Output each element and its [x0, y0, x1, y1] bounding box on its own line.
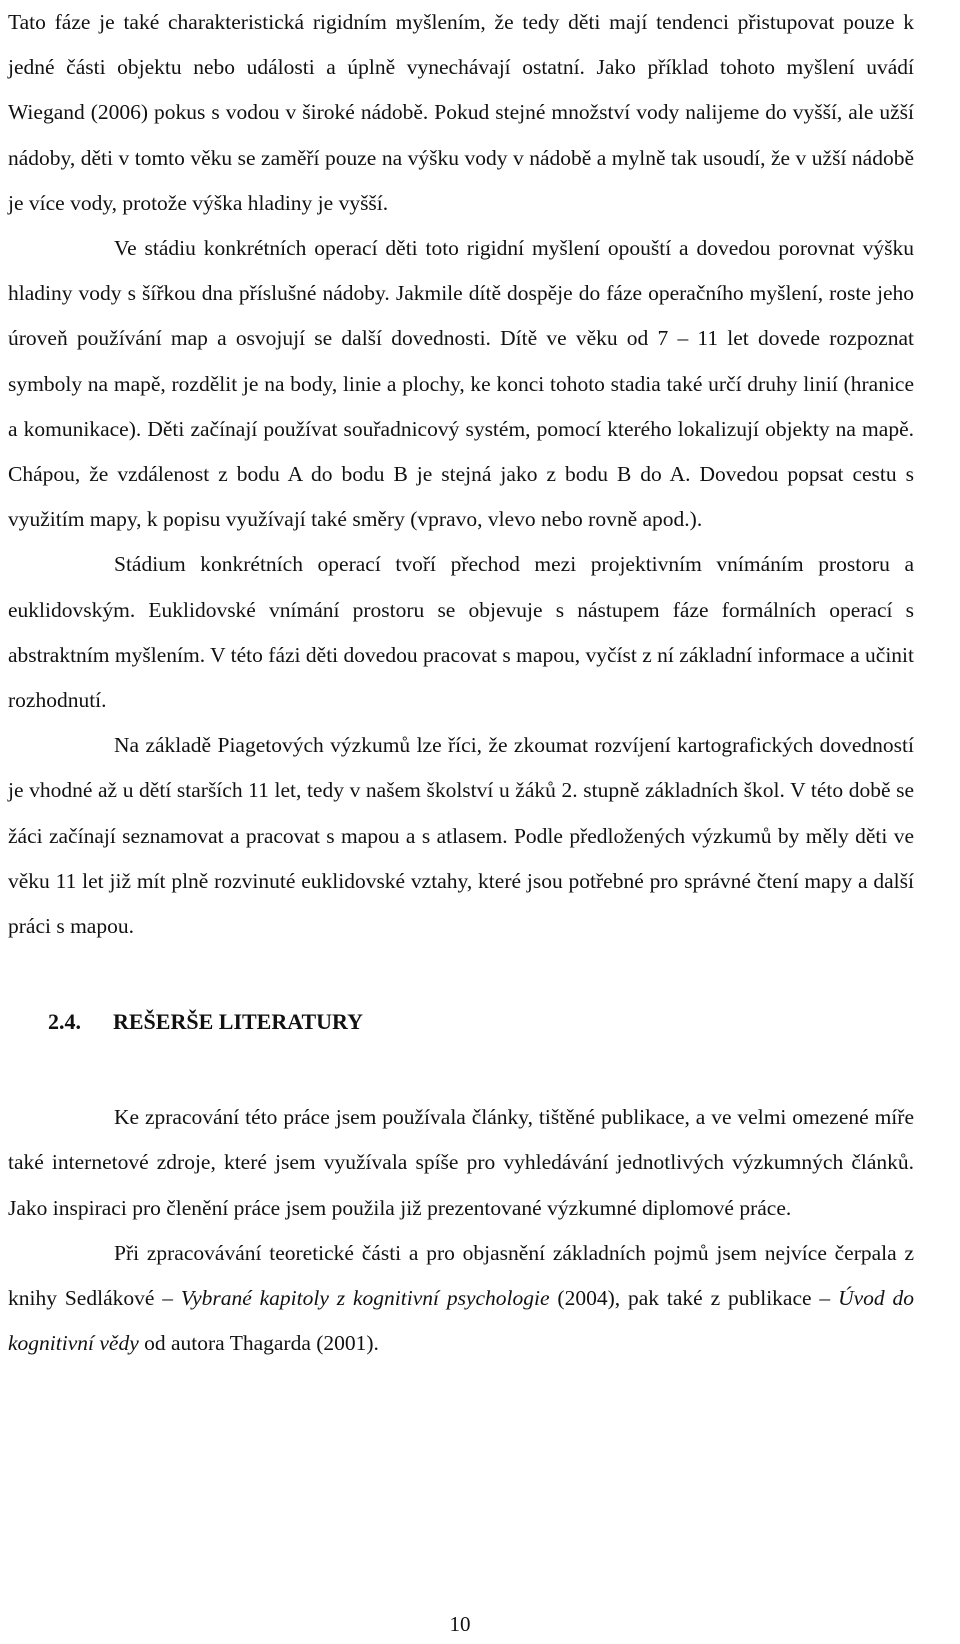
- paragraph-rigid-thinking: Tato fáze je také charakteristická rigidním myšlením, že tedy děti mají tendenci přistupovat pouze k jedné části objektu nebo události a úplně vynechávají ostatní. Jako příklad tohoto myšlení uvádí Wiegand (2006) pokus s vodou v široké nádobě. Pokud stejné množství vody nalijeme do vyšší, ale užší nádoby, děti v tomto věku se zaměří pouze na výšku vody v nádobě a mylně tak usoudí, že v užší nádobě je více vody, protože výška hladiny je vyšší.: [8, 10, 914, 215]
- page-content: [8, 0, 914, 1366]
- paragraph-sources: Ke zpracování této práce jsem používala články, tištěné publikace, a ve velmi omezené míře také internetové zdroje, které jsem využívala spíše pro vyhledávání jednotlivých výzkumných článků. Jako inspiraci pro členění práce jsem použila již prezentované výzkumné diplomové práce.: [8, 1105, 914, 1220]
- theory-text-1: Při zpracovávání teoretické části a pro objasnění základních pojmů jsem nejvíce čerpala z knihy Sedlákové –: [8, 1240, 914, 1311]
- paragraph-theory-sources: [8, 1231, 914, 1367]
- book-title-thagard: Úvod do kognitivní vědy: [8, 1286, 915, 1356]
- section-title: REŠERŠE LITERATURY: [113, 1009, 364, 1035]
- theory-text-3: od autora Thagarda (2001).: [138, 1331, 379, 1356]
- section-heading: [48, 1007, 914, 1037]
- paragraph-piaget-research: Na základě Piagetových výzkumů lze říci, že zkoumat rozvíjení kartografických dovedností je vhodné až u dětí starších 11 let, tedy v našem školství u žáků 2. stupně základních škol. V této době se žáci začínají seznamovat a pracovat s mapou a s atlasem. Podle předložených výzkumů by měly děti ve věku 11 let již mít plně rozvinuté euklidovské vztahy, které jsou potřebné pro správné čtení mapy a další práci s mapou.: [8, 733, 914, 939]
- page-number: 10: [449, 1612, 471, 1636]
- paragraph-euclidean-space: Stádium konkrétních operací tvoří přechod mezi projektivním vnímáním prostoru a euklidovským. Euklidovské vnímání prostoru se objevuje s nástupem fáze formálních operací s abstraktním myšlením. V této fázi děti dovedou pracovat s mapou, vyčíst z ní základní informace a učinit rozhodnutí.: [8, 552, 914, 713]
- paragraph-concrete-operations: Ve stádiu konkrétních operací děti toto rigidní myšlení opouští a dovedou porovnat výšku hladiny vody s šířkou dna příslušné nádoby. Jakmile dítě dospěje do fáze operačního myšlení, roste jeho úroveň používání map a osvojují se další dovednosti. Dítě ve věku od 7 – 11 let dovede rozpoznat symboly na mapě, rozdělit je na body, linie a plochy, ke konci tohoto stadia také určí druhy linií (hranice a komunikace). Děti začínají používat souřadnicový systém, pomocí kterého lokalizují objekty na mapě. Chápou, že vzdálenost z bodu A do bodu B je stejná jako z bodu B do A. Dovedou popsat cestu s využitím mapy, k popisu využívají také směry (vpravo, vlevo nebo rovně apod.).: [8, 236, 914, 532]
- theory-text-2: (2004), pak také z publikace –: [549, 1286, 839, 1311]
- section-number: 2.4.: [48, 1009, 81, 1035]
- book-title-sedlakova: Vybrané kapitoly z kognitivní psychologie: [180, 1286, 550, 1311]
